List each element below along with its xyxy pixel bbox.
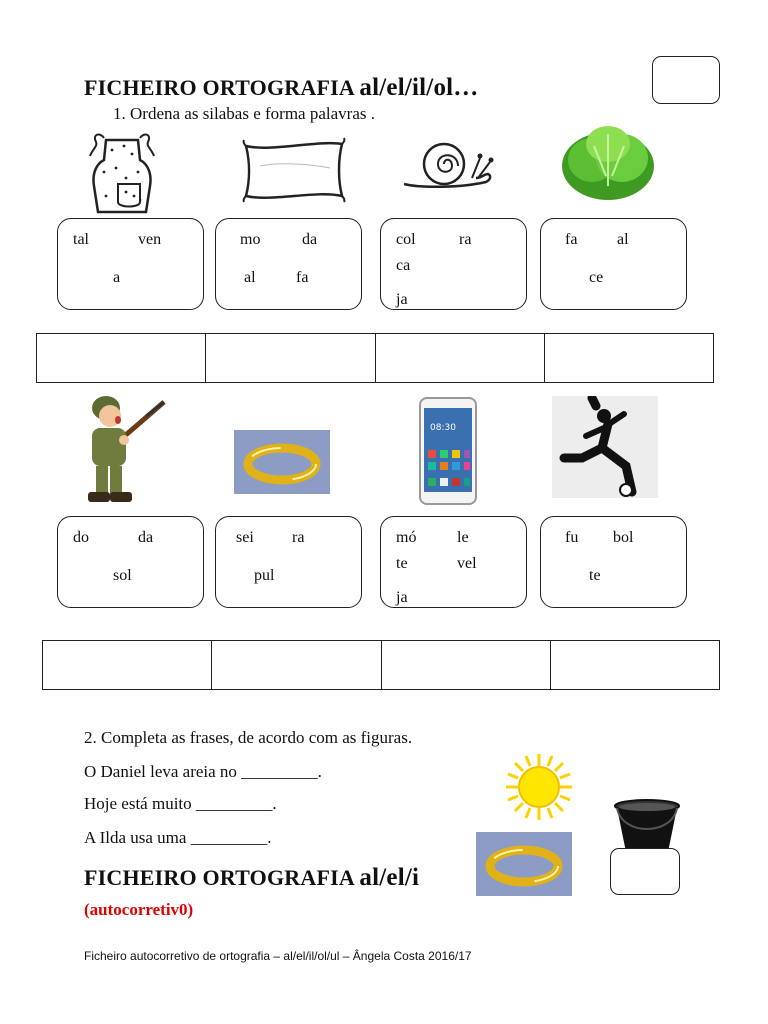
syllable: fu	[565, 529, 579, 546]
syllable: ca	[396, 257, 411, 274]
syllable: ja	[396, 589, 408, 606]
syllable: le	[457, 529, 469, 546]
phone-icon	[418, 396, 478, 506]
syllable: te	[396, 555, 408, 572]
exercise2-instruction: 2. Completa as frases, de acordo com as figuras.	[84, 728, 413, 747]
syllable: ja	[396, 291, 408, 308]
sentence-3: A Ilda usa uma _________.	[84, 828, 272, 847]
syllable: ra	[292, 529, 305, 546]
page-title	[84, 74, 479, 102]
apron-icon	[82, 130, 162, 216]
title-main: FICHEIRO ORTOGRAFIA	[84, 865, 360, 890]
syllable: ven	[138, 231, 162, 248]
syllable: vel	[457, 555, 477, 572]
answer-cell[interactable]	[551, 641, 719, 689]
syllable: ra	[459, 231, 472, 248]
svg-text:08:30: 08:30	[430, 423, 456, 433]
answer-cell[interactable]	[206, 334, 375, 382]
syllable: a	[113, 269, 121, 286]
syllable: te	[589, 567, 601, 584]
bracelet-icon	[476, 832, 572, 896]
subtitle: (autocorretiv0)	[84, 900, 194, 919]
syllable: fa	[296, 269, 309, 286]
syllable: ce	[589, 269, 604, 286]
exercise1-instruction: 1. Ordena as silabas e forma palavras .	[113, 104, 375, 123]
lettuce-icon	[558, 116, 658, 204]
pillow-icon	[240, 136, 348, 206]
answer-cell[interactable]	[37, 334, 206, 382]
syllable: sol	[113, 567, 132, 584]
answer-grid	[42, 640, 720, 690]
title-main: FICHEIRO ORTOGRAFIA	[84, 75, 360, 100]
syllable-card	[540, 516, 687, 608]
answer-cell[interactable]	[545, 334, 713, 382]
answer-cell[interactable]	[382, 641, 551, 689]
syllable: mó	[396, 529, 417, 546]
title-suffix: al/el/i	[359, 864, 420, 891]
syllable: do	[73, 529, 89, 546]
syllable: sei	[236, 529, 254, 546]
syllable: pul	[254, 567, 275, 584]
answer-grid	[36, 333, 714, 383]
title-suffix: al/el/il/ol…	[359, 74, 479, 101]
syllable: da	[138, 529, 154, 546]
answer-cell[interactable]	[43, 641, 212, 689]
syllable: fa	[565, 231, 578, 248]
footer-text: Ficheiro autocorretivo de ortografia – al/el/il/ol/ul – Ângela Costa 2016/17	[84, 949, 472, 963]
syllable: bol	[613, 529, 634, 546]
soldier-icon	[80, 390, 166, 506]
score-box[interactable]	[652, 56, 720, 104]
snail-icon	[400, 138, 496, 194]
syllable: al	[244, 269, 256, 286]
syllable: da	[302, 231, 318, 248]
answer-cell[interactable]	[212, 641, 381, 689]
syllable-card	[540, 218, 687, 310]
answer-cell[interactable]	[376, 334, 545, 382]
sentence-1: O Daniel leva areia no _________.	[84, 762, 322, 781]
syllable-card	[380, 516, 527, 608]
score-box[interactable]	[610, 848, 680, 895]
footballer-icon	[552, 396, 658, 498]
second-title	[84, 864, 419, 892]
syllable-card	[380, 218, 527, 310]
syllable: mo	[240, 231, 261, 248]
bracelet-icon	[234, 430, 330, 494]
sun-icon	[504, 752, 574, 822]
syllable: tal	[73, 231, 89, 248]
syllable-card	[57, 516, 204, 608]
syllable-card	[215, 516, 362, 608]
syllable: al	[617, 231, 629, 248]
syllable: col	[396, 231, 416, 248]
syllable-card	[57, 218, 204, 310]
sentence-2: Hoje está muito _________.	[84, 794, 277, 813]
syllable-card	[215, 218, 362, 310]
